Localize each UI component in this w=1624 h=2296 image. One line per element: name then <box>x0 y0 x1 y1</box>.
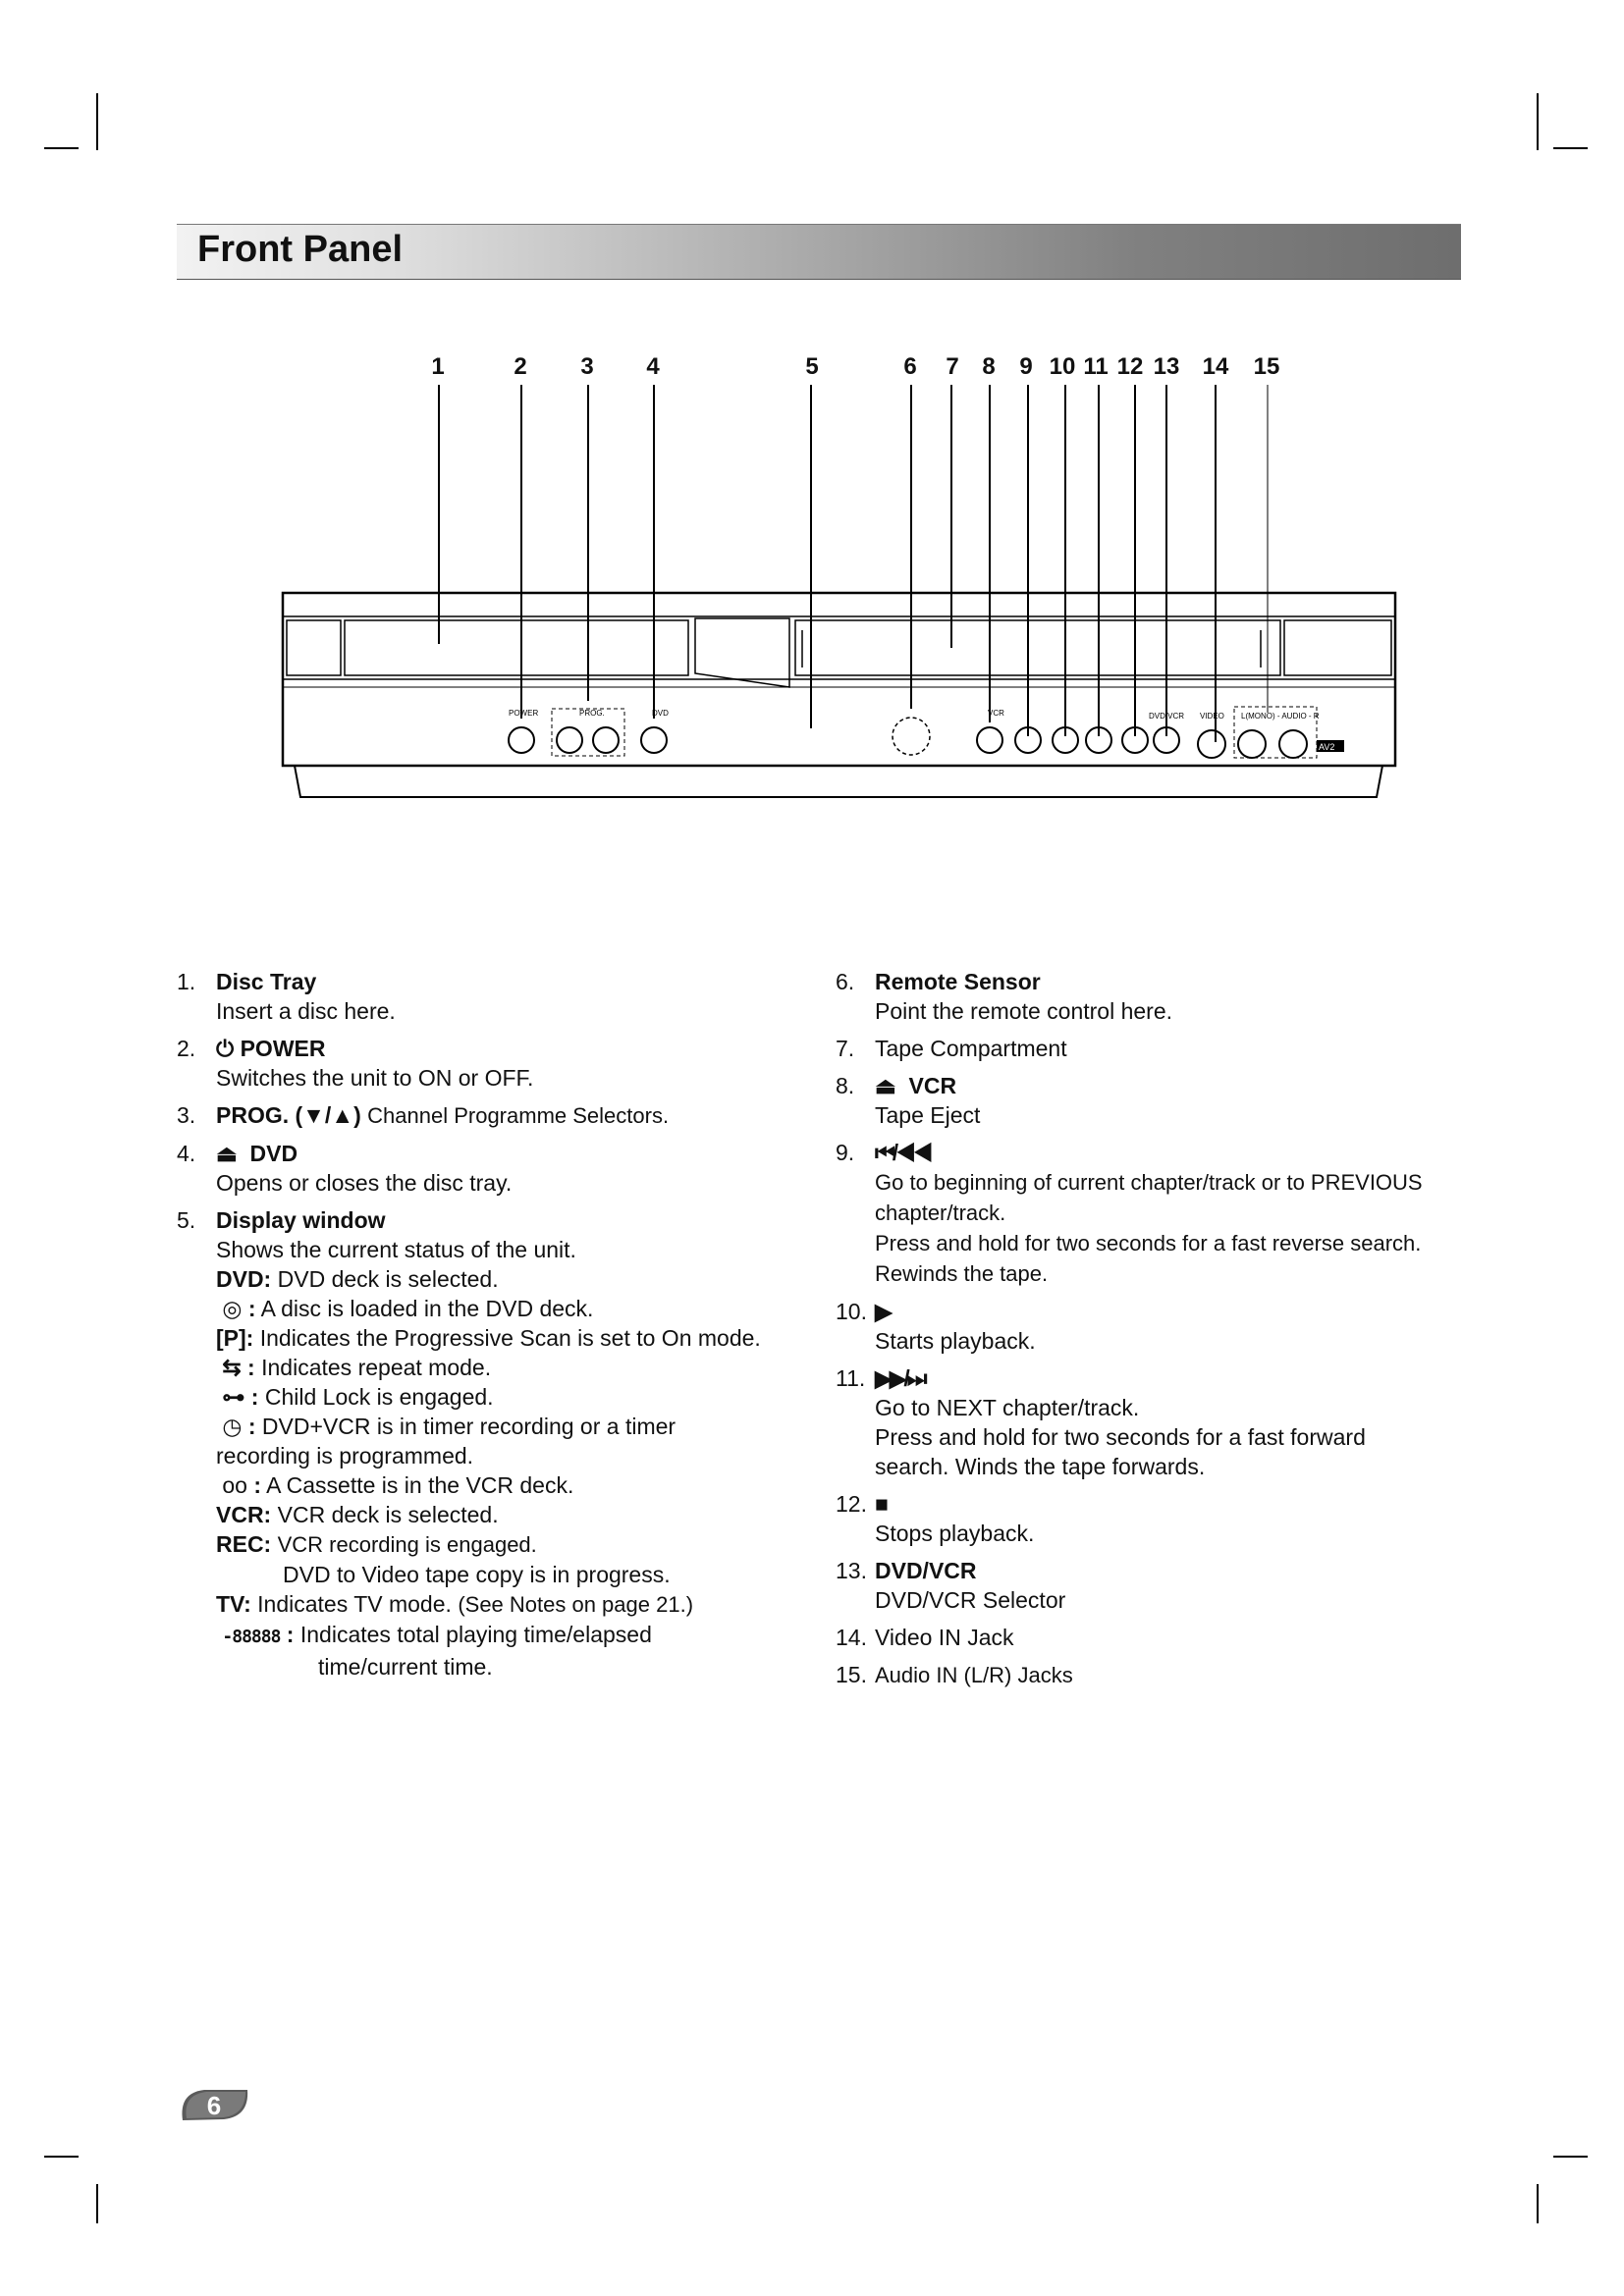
item-title: Display window <box>216 1207 386 1233</box>
section-title: Front Panel <box>197 229 404 270</box>
repeat-icon: ⇆ <box>222 1355 242 1380</box>
page-number-badge <box>179 2085 249 2124</box>
prog-label: PROG. <box>579 709 605 718</box>
callout-number: 11 <box>1083 353 1109 380</box>
disc-icon: ◎ <box>222 1296 243 1321</box>
list-item: 7. Tape Compartment <box>836 1036 1067 1061</box>
callout-number: 6 <box>903 353 917 380</box>
callout-number: 12 <box>1116 353 1144 380</box>
item-desc: Switches the unit to ON or OFF. <box>216 1065 534 1091</box>
item-title: POWER <box>240 1036 326 1061</box>
callout-number: 7 <box>946 353 959 380</box>
front-panel-diagram <box>0 373 1624 982</box>
item-desc: Channel Programme Selectors. <box>367 1103 670 1128</box>
callout-number: 10 <box>1049 353 1076 380</box>
fast-forward-skip-icon: ▶▶/⏭ <box>875 1365 925 1391</box>
callout-number: 9 <box>1019 353 1033 380</box>
item-title: DVD/VCR <box>875 1558 977 1583</box>
crop-mark <box>1553 2156 1588 2158</box>
audio-label: L(MONO) - AUDIO - R <box>1241 712 1320 721</box>
list-item: 11. ▶▶/⏭ Go to NEXT chapter/track. Press and hold for two seconds for a fast forward search. Winds the tape forwards. <box>836 1365 1366 1479</box>
section-header-bar <box>177 224 1461 280</box>
callout-number: 1 <box>431 353 445 380</box>
eject-icon: ⏏ <box>875 1073 896 1098</box>
list-item: 5. Display window Shows the current status of the unit. DVD: DVD deck is selected. ◎ : A disc is loaded in the DVD deck. [P]: Indicates the Progressive Scan is set to On mode. ⇆ : Indicates repeat mode. ⊶ : Child Lock is engaged. ◷ : DVD+VCR is in timer recording or a timer recording is programmed. oo : A Cassette is in the VCR deck. VCR: VCR deck is selected. REC: VCR recording is engaged. DVD to Video tape copy is in progress. TV: Indicates TV mode. (See Notes on page 21.) -88888 : Indicates total playing time/elapsed time/current time. <box>177 1207 761 1680</box>
list-item: 12. ■ Stops playback. <box>836 1491 1035 1546</box>
list-item: 10. ▶ Starts playback. <box>836 1299 1036 1354</box>
callout-number: 2 <box>514 353 527 380</box>
list-item: 3. PROG. (▼/▲) Channel Programme Selectors. <box>177 1102 670 1128</box>
key-lock-icon: ⊶ <box>222 1384 245 1410</box>
list-item: 13. DVD/VCR DVD/VCR Selector <box>836 1558 1066 1613</box>
item-title: VCR <box>908 1073 957 1098</box>
dvdvcr-label: DVD/VCR <box>1149 712 1185 721</box>
right-column <box>836 967 1444 1698</box>
item-title: Remote Sensor <box>875 969 1041 994</box>
vcr-label: VCR <box>988 709 1004 718</box>
power-icon: ⏻ <box>216 1036 235 1061</box>
item-desc: Opens or closes the disc tray. <box>216 1170 513 1196</box>
time-display-icon: -88888 <box>222 1627 281 1647</box>
crop-mark <box>1553 147 1588 149</box>
dvd-label: DVD <box>652 709 669 718</box>
callout-number: 4 <box>646 353 660 380</box>
item-title: DVD <box>249 1141 298 1166</box>
crop-mark <box>1537 2184 1539 2223</box>
list-item: 6. Remote Sensor Point the remote control here. <box>836 969 1172 1024</box>
callout-number: 15 <box>1253 353 1280 380</box>
item-title: Disc Tray <box>216 969 317 994</box>
crop-mark <box>96 2184 98 2223</box>
list-item: 15. Audio IN (L/R) Jacks <box>836 1662 1073 1687</box>
left-column <box>177 967 766 1689</box>
callout-number: 13 <box>1153 353 1180 380</box>
crop-mark <box>96 93 98 150</box>
crop-mark <box>44 2156 79 2158</box>
list-item: 9. ⏮/◀◀ Go to beginning of current chapter/track or to PREVIOUS chapter/track. Press and hold for two seconds for a fast reverse search. Rewinds the tape. <box>836 1140 1423 1286</box>
item-title: PROG. (▼/▲) <box>216 1102 361 1128</box>
callout-number: 8 <box>982 353 996 380</box>
power-label: POWER <box>509 709 539 718</box>
crop-mark <box>44 147 79 149</box>
item-desc: Insert a disc here. <box>216 998 396 1024</box>
skip-back-rewind-icon: ⏮/◀◀ <box>875 1140 931 1165</box>
list-item: 2. ⏻ POWER Switches the unit to ON or OFF. <box>177 1036 534 1091</box>
list-item: 4. ⏏ DVD Opens or closes the disc tray. <box>177 1141 513 1196</box>
video-label: VIDEO <box>1200 712 1224 721</box>
list-item: 1. Disc Tray Insert a disc here. <box>177 969 396 1024</box>
callout-number: 14 <box>1202 353 1229 380</box>
eject-icon: ⏏ <box>216 1141 238 1166</box>
list-item: 8. ⏏ VCR Tape Eject <box>836 1073 981 1128</box>
item-title: Tape Compartment <box>875 1036 1067 1061</box>
crop-mark <box>1537 93 1539 150</box>
item-title: Video IN Jack <box>875 1625 1014 1650</box>
item-title: Audio IN (L/R) Jacks <box>875 1663 1073 1687</box>
page-number: 6 <box>206 2091 222 2120</box>
cassette-icon: oo <box>222 1472 247 1498</box>
play-icon: ▶ <box>875 1299 893 1324</box>
av2-label: AV2 <box>1319 742 1335 752</box>
callout-number: 3 <box>580 353 594 380</box>
list-item: 14. Video IN Jack <box>836 1625 1014 1650</box>
timer-clock-icon: ◷ <box>222 1414 243 1439</box>
stop-icon: ■ <box>875 1491 889 1517</box>
callout-number: 5 <box>805 353 819 380</box>
